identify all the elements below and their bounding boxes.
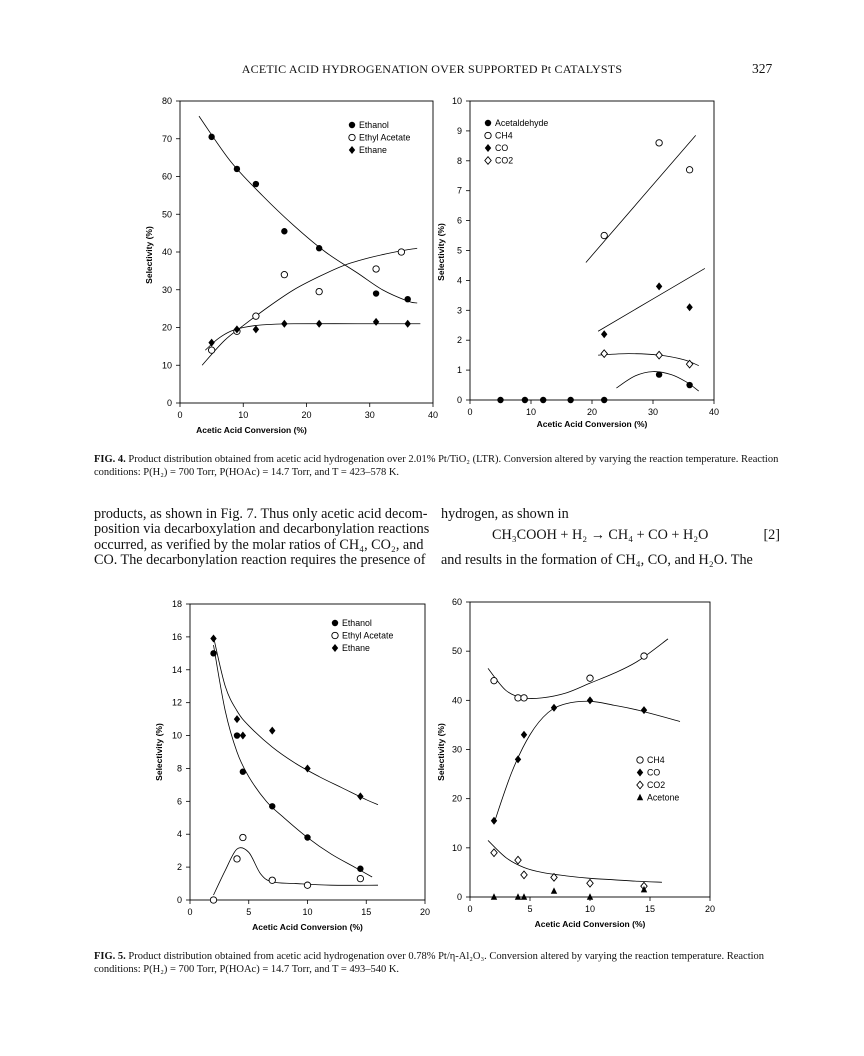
co-point (491, 817, 497, 825)
x-axis-label: Acetic Acid Conversion (%) (252, 922, 363, 932)
ethane-point (405, 320, 411, 328)
x-tick-label: 15 (644, 904, 656, 914)
legend-marker-acetone (637, 794, 643, 800)
legend-label-ethane: Ethane (359, 145, 387, 155)
legend-marker-co2 (637, 781, 643, 789)
ethyl-acetate-point (208, 347, 214, 353)
ethanol-point (210, 650, 216, 656)
acetaldehyde-point (686, 382, 692, 388)
x-tick-label: 0 (177, 410, 183, 420)
acetaldehyde-point (656, 371, 662, 377)
legend-label-ethyl-acetate: Ethyl Acetate (342, 630, 394, 641)
acetone-point (551, 887, 557, 893)
co-point (641, 706, 647, 714)
y-tick-label: 2 (456, 335, 462, 346)
body-left-column (94, 507, 430, 569)
y-axis-label: Selectivity (%) (436, 723, 446, 781)
y-tick-label: 16 (171, 631, 182, 642)
ethyl-acetate-point (253, 313, 259, 319)
legend-label-ch4: CH4 (647, 755, 665, 765)
co-point (686, 303, 692, 311)
fig4-right-group (436, 96, 719, 429)
legend-marker-ethyl-acetate (349, 134, 355, 140)
y-tick-label: 20 (451, 793, 462, 804)
plot-frame (190, 604, 425, 900)
ethyl-acetate-point (269, 877, 275, 883)
y-tick-label: 0 (166, 398, 172, 408)
fig5-caption (94, 950, 780, 976)
legend-label-acetone: Acetone (647, 792, 680, 803)
y-tick-label: 6 (456, 215, 462, 226)
ch4-point (641, 653, 647, 659)
body-right-line-1: hydrogen, as shown in (441, 506, 569, 522)
ethane-point (208, 339, 214, 347)
legend-label-ethyl-acetate: Ethyl Acetate (359, 132, 411, 143)
ethanol-point (373, 290, 379, 296)
y-tick-label: 8 (176, 763, 182, 774)
acetaldehyde-point (567, 397, 573, 403)
x-tick-label: 15 (361, 907, 372, 917)
body-line: position via decarboxylation and decarbonylation reactions (94, 521, 430, 538)
co2-point (491, 849, 497, 857)
legend-marker-co (485, 144, 491, 152)
legend-label-co2: CO2 (495, 155, 514, 166)
ethane-point (373, 318, 379, 326)
ethanol-point (405, 296, 411, 302)
y-axis-label: Selectivity (%) (436, 223, 446, 281)
legend-label-co2: CO2 (647, 780, 666, 790)
x-tick-label: 30 (364, 410, 375, 420)
co2-fit-line (598, 354, 699, 366)
y-tick-label: 7 (456, 185, 462, 196)
y-tick-label: 18 (171, 599, 182, 609)
y-tick-label: 4 (176, 829, 182, 840)
co2-fit-line (488, 840, 662, 882)
ethanol-point (240, 769, 246, 775)
x-tick-label: 5 (246, 907, 252, 917)
y-tick-label: 20 (161, 322, 172, 333)
ethanol-point (234, 732, 240, 738)
legend-marker-ethane (332, 644, 338, 652)
y-tick-label: 10 (171, 730, 182, 741)
acetone-point (521, 893, 527, 899)
ethyl-acetate-point (281, 271, 287, 277)
legend-label-co: CO (647, 767, 661, 778)
ethane-point (357, 792, 363, 800)
x-tick-label: 10 (525, 407, 537, 417)
ethyl-acetate-point (234, 856, 240, 862)
y-tick-label: 8 (456, 155, 462, 166)
ethane-point (210, 635, 216, 643)
x-tick-label: 20 (301, 410, 312, 420)
y-tick-label: 50 (451, 646, 462, 657)
y-tick-label: 14 (171, 664, 182, 675)
acetone-point (587, 893, 593, 899)
ch4-point (521, 695, 527, 701)
x-tick-label: 40 (708, 407, 720, 417)
legend-label-ethanol: Ethanol (359, 120, 389, 130)
ethyl-acetate-fit-line (214, 848, 379, 895)
plot-frame (470, 602, 710, 897)
co-point (551, 704, 557, 712)
y-tick-label: 50 (161, 209, 172, 220)
fig4-caption (94, 453, 780, 479)
ethanol-point (234, 166, 240, 172)
legend-marker-ethanol (332, 620, 338, 626)
ch4-fit-line (488, 639, 668, 699)
y-tick-label: 2 (176, 862, 182, 873)
legend-label-ch4: CH4 (495, 130, 513, 141)
fig5-left-group (154, 599, 430, 932)
co-point (521, 731, 527, 739)
ethane-point (269, 727, 275, 735)
ethane-point (281, 320, 287, 328)
y-axis-label: Selectivity (%) (144, 226, 154, 284)
legend-label-acetaldehyde: Acetaldehyde (495, 118, 549, 128)
co-point (656, 282, 662, 290)
y-tick-label: 4 (456, 275, 462, 286)
x-tick-label: 0 (467, 904, 473, 914)
body-line: occurred, as verified by the molar ratios of CH₄, CO₂, and (94, 536, 424, 553)
co2-point (521, 871, 527, 879)
y-tick-label: 40 (451, 695, 462, 706)
equation-number: [2] (763, 527, 780, 543)
y-tick-label: 5 (456, 245, 462, 256)
ethanol-point (316, 245, 322, 251)
running-title: ACETIC ACID HYDROGENATION OVER SUPPORTED Pt CATALYSTS (241, 62, 623, 76)
legend-marker-ethanol (349, 122, 355, 128)
y-tick-label: 12 (171, 697, 182, 708)
ethane-point (316, 320, 322, 328)
co-fit-line (598, 268, 705, 331)
y-tick-label: 0 (456, 395, 462, 405)
ethanol-point (281, 228, 287, 234)
legend-label-ethane: Ethane (342, 643, 370, 653)
x-tick-label: 30 (647, 407, 659, 417)
x-tick-label: 10 (302, 907, 313, 917)
x-tick-label: 40 (427, 410, 439, 420)
x-tick-label: 0 (467, 407, 473, 417)
y-tick-label: 60 (451, 597, 462, 607)
body-right-line-2: and results in the formation of CH₄, CO, and H₂O. The (441, 552, 753, 568)
ch4-point (601, 232, 607, 238)
fig5-right-group (436, 597, 715, 929)
co2-point (601, 350, 607, 358)
y-tick-label: 0 (176, 895, 182, 905)
ch4-point (515, 695, 521, 701)
legend-marker-acetaldehyde (485, 120, 491, 126)
legend-marker-ethane (349, 146, 355, 154)
fig4-caption-label: FIG. 4. (94, 454, 126, 465)
co2-point (686, 360, 692, 368)
ethane-point (240, 732, 246, 740)
legend-label-ethanol: Ethanol (342, 618, 372, 628)
ethyl-acetate-point (240, 834, 246, 840)
fig4-caption-text: Product distribution obtained from acetic acid hydrogenation over 2.01% Pt/TiO₂ (LTR). Conversion altered by varying the reaction temperature. Reaction conditions: P(H₂) = 700 Torr, P(HOAc) = 14.7 Torr, and T = 423–578 K. (94, 454, 779, 478)
ch4-point (491, 677, 497, 683)
y-tick-label: 70 (161, 133, 172, 144)
y-tick-label: 60 (161, 171, 172, 182)
y-tick-label: 10 (451, 96, 462, 106)
y-tick-label: 1 (456, 365, 462, 376)
ch4-fit-line (586, 135, 696, 262)
ethanol-fit-line (214, 645, 373, 877)
y-tick-label: 30 (451, 744, 462, 755)
ethyl-acetate-fit-line (202, 248, 417, 365)
y-axis-label: Selectivity (%) (154, 723, 164, 781)
legend-marker-ethyl-acetate (332, 632, 338, 638)
y-tick-label: 6 (176, 796, 182, 807)
acetaldehyde-point (522, 397, 528, 403)
ethane-point (234, 715, 240, 723)
acetaldehyde-point (540, 397, 546, 403)
ethyl-acetate-point (210, 897, 216, 903)
fig5-caption-label: FIG. 5. (94, 951, 126, 962)
ch4-point (656, 140, 662, 146)
y-tick-label: 10 (451, 842, 462, 853)
y-tick-label: 9 (456, 125, 462, 136)
ethyl-acetate-point (316, 288, 322, 294)
x-axis-label: Acetic Acid Conversion (%) (196, 425, 307, 435)
ethanol-point (208, 134, 214, 140)
co-point (601, 330, 607, 338)
ethanol-point (269, 803, 275, 809)
ethyl-acetate-point (357, 875, 363, 881)
ethanol-point (357, 866, 363, 872)
body-line: products, as shown in Fig. 7. Thus only acetic acid decom- (94, 506, 428, 522)
x-tick-label: 10 (584, 904, 596, 914)
page-number: 327 (752, 61, 773, 76)
x-axis-label: Acetic Acid Conversion (%) (536, 419, 648, 429)
fig5-caption-text: Product distribution obtained from acetic acid hydrogenation over 0.78% Pt/η-Al₂O₃. Conversion altered by varying the reaction temperature. Reaction conditions: P(H₂) = 700 Torr, P(HOAc) = 14.7 Torr, and T = 493–540 K. (94, 951, 765, 975)
y-tick-label: 3 (456, 305, 462, 316)
legend-marker-ch4 (485, 132, 491, 138)
y-tick-label: 0 (456, 892, 462, 902)
x-tick-label: 20 (419, 907, 431, 917)
y-tick-label: 80 (161, 96, 172, 106)
legend-marker-ch4 (637, 757, 643, 763)
x-axis-label: Acetic Acid Conversion (%) (534, 919, 646, 929)
y-tick-label: 40 (161, 247, 172, 257)
ethanol-point (253, 181, 259, 187)
x-tick-label: 20 (704, 904, 716, 914)
legend-marker-co2 (485, 157, 491, 165)
ch4-point (587, 675, 593, 681)
y-tick-label: 10 (161, 360, 172, 371)
acetaldehyde-point (497, 397, 503, 403)
x-tick-label: 10 (238, 410, 249, 420)
co2-point (587, 879, 593, 887)
acetone-point (515, 893, 521, 899)
co-point (587, 696, 593, 704)
ethane-point (253, 325, 259, 333)
y-tick-label: 30 (161, 284, 172, 295)
equation-text: CH₃COOH + H₂ → CH₄ + CO + H₂O (492, 527, 709, 543)
fig4-left-group (144, 96, 438, 435)
acetaldehyde-point (601, 397, 607, 403)
body-line: CO. The decarbonylation reaction requires the presence of (94, 552, 426, 569)
x-tick-label: 20 (586, 407, 598, 417)
ethyl-acetate-point (373, 266, 379, 272)
ethyl-acetate-point (304, 882, 310, 888)
x-tick-label: 5 (527, 904, 533, 914)
co2-point (515, 856, 521, 864)
ch4-point (686, 167, 692, 173)
ethanol-point (304, 834, 310, 840)
legend-marker-co (637, 769, 643, 777)
ethyl-acetate-point (398, 249, 404, 255)
legend-label-co: CO (495, 143, 509, 153)
co2-point (656, 351, 662, 359)
acetone-point (491, 893, 497, 899)
x-tick-label: 0 (187, 907, 193, 917)
